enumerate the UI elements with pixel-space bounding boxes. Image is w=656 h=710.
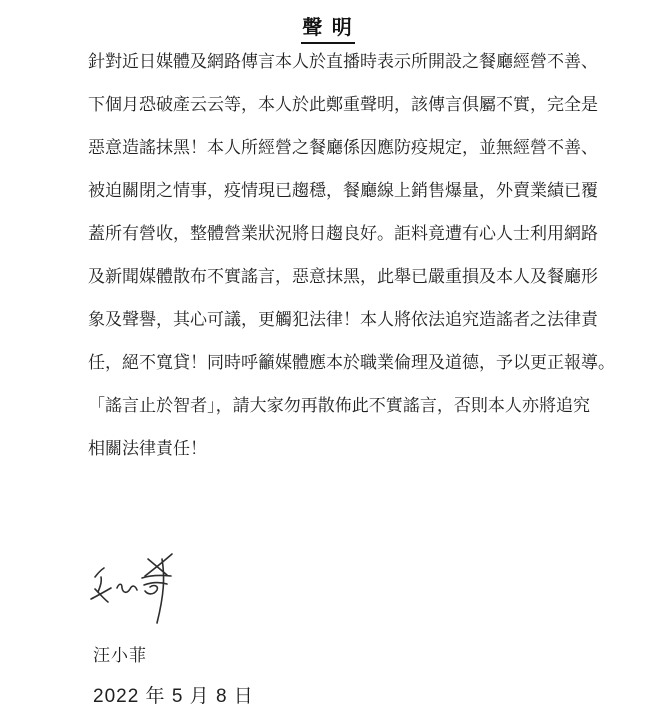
statement-line: 及新聞媒體散布不實謠言，惡意抹黑，此舉已嚴重損及本人及餐廳形 bbox=[88, 267, 598, 286]
statement-date: 2022 年 5 月 8 日 bbox=[93, 686, 254, 707]
statement-line: 針對近日媒體及網路傳言本人於直播時表示所開設之餐廳經營不善、 bbox=[88, 52, 598, 71]
statement-line: 下個月恐破產云云等，本人於此鄭重聲明，該傳言俱屬不實，完全是 bbox=[88, 95, 598, 114]
signer-name: 汪小菲 bbox=[93, 646, 147, 665]
statement-line: 惡意造謠抹黑！本人所經營之餐廳係因應防疫規定，並無經營不善、 bbox=[88, 138, 598, 157]
statement-body bbox=[88, 40, 615, 470]
statement-title: 聲 明 bbox=[301, 11, 355, 44]
statement-line: 「謠言止於智者」，請大家勿再散佈此不實謠言，否則本人亦將追究 bbox=[88, 396, 590, 415]
statement-line: 蓋所有營收，整體營業狀況將日趨良好。詎料竟遭有心人士利用網路 bbox=[88, 224, 598, 243]
handwritten-signature bbox=[84, 547, 176, 627]
statement-line: 任，絕不寬貸！同時呼籲媒體應本於職業倫理及道德，予以更正報導。 bbox=[88, 353, 615, 372]
statement-line: 象及聲譽，其心可議，更觸犯法律！本人將依法追究造謠者之法律責 bbox=[88, 310, 598, 329]
statement-line: 被迫關閉之情事，疫情現已趨穩，餐廳線上銷售爆量，外賣業績已覆 bbox=[88, 181, 598, 200]
statement-line: 相關法律責任！ bbox=[88, 439, 207, 458]
